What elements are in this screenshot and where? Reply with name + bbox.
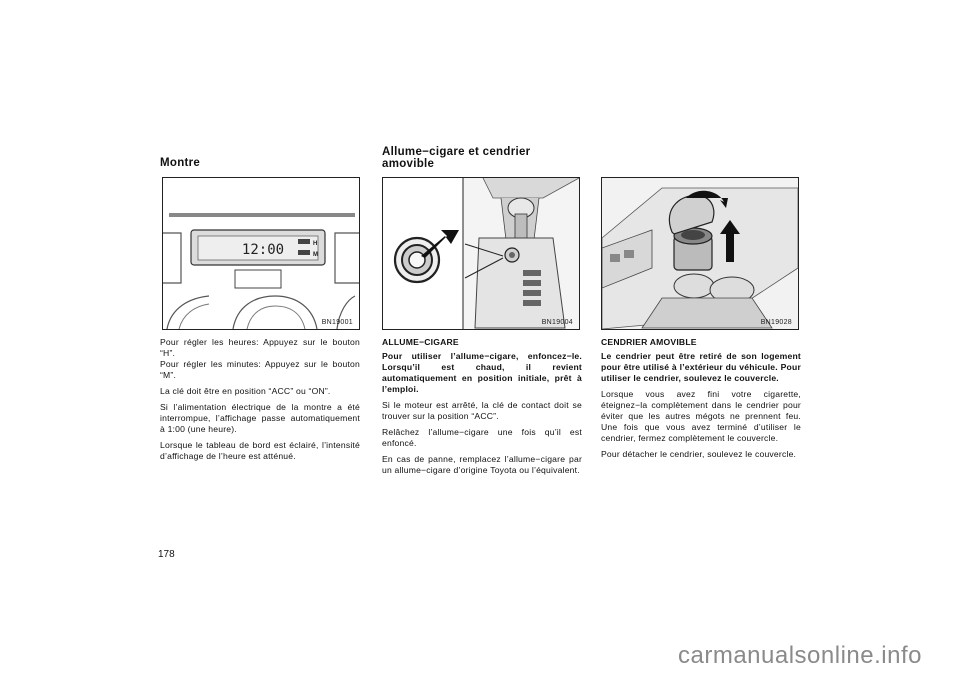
paragraph: En cas de panne, remplacez l’allume−cigare par un allume−cigare d’origine Toyota ou l’équivalent. [382,454,582,475]
figure-code: BN19004 [541,319,573,326]
cendrier-text-column [601,337,801,465]
paragraph: Lorsque vous avez fini votre cigarette, éteignez−la complètement dans le cendrier pour éviter que les autres mégots ne prennent feu. Une fois que vous avez terminé d’utiliser le cendrier, fermez complètement le couvercle. [601,389,801,443]
page-number: 178 [158,549,175,560]
paragraph: Si l’alimentation électrique de la montre a été interrompue, l’affichage passe automatiquement à 1:00 (une heure). [160,402,360,434]
subheading-cendrier: CENDRIER AMOVIBLE [601,337,697,347]
clock-time-display: 12:00 [241,242,285,258]
bold-instruction: Pour utiliser l’allume−cigare, enfoncez−le. Lorsqu’il est chaud, il revient automatiquement en position initiale, prêt à l’emploi. [382,351,582,394]
h-button[interactable] [298,239,310,244]
paragraph: Lorsque le tableau de bord est éclairé, l’intensité d’affichage de l’heure est atténué. [160,440,360,461]
subheading-allume-cigare: ALLUME−CIGARE [382,337,459,347]
paragraph: Relâchez l’allume−cigare une fois qu’il est enfoncé. [382,427,582,448]
figure-code: BN19028 [760,319,792,326]
section-title-line1: Allume−cigare et cendrier [382,146,531,158]
bold-instruction: Le cendrier peut être retiré de son logement pour être utilisé à l’extérieur du véhicule. Pour utiliser le cendrier, soulevez le couvercle. [601,351,801,383]
paragraph: Pour régler les minutes: Appuyez sur le bouton “M”. [160,359,360,380]
clock-illustration [163,178,359,329]
m-button[interactable] [298,250,310,255]
lighter-figure [382,177,580,330]
paragraph: La clé doit être en position “ACC” ou “ON”. [160,386,331,396]
ashtray-illustration [602,178,798,329]
section-title-montre: Montre [160,157,201,169]
allume-cigare-text-column [382,337,582,481]
paragraph: Pour régler les heures: Appuyez sur le bouton “H”. [160,337,360,358]
m-button-label: M [313,252,318,258]
watermark: carmanualsonline.info [678,642,922,669]
paragraph: Si le moteur est arrêté, la clé de contact doit se trouver sur la position “ACC”. [382,400,582,421]
clock-figure [162,177,360,330]
section-title-line2: amovible [382,158,435,170]
h-button-label: H [313,241,318,247]
figure-code: BN19001 [321,319,353,326]
montre-text-column [160,337,360,467]
section-title-allume-cigare [382,146,530,170]
paragraph: Pour détacher le cendrier, soulevez le couvercle. [601,449,797,459]
ashtray-figure [601,177,799,330]
lighter-illustration [383,178,579,329]
